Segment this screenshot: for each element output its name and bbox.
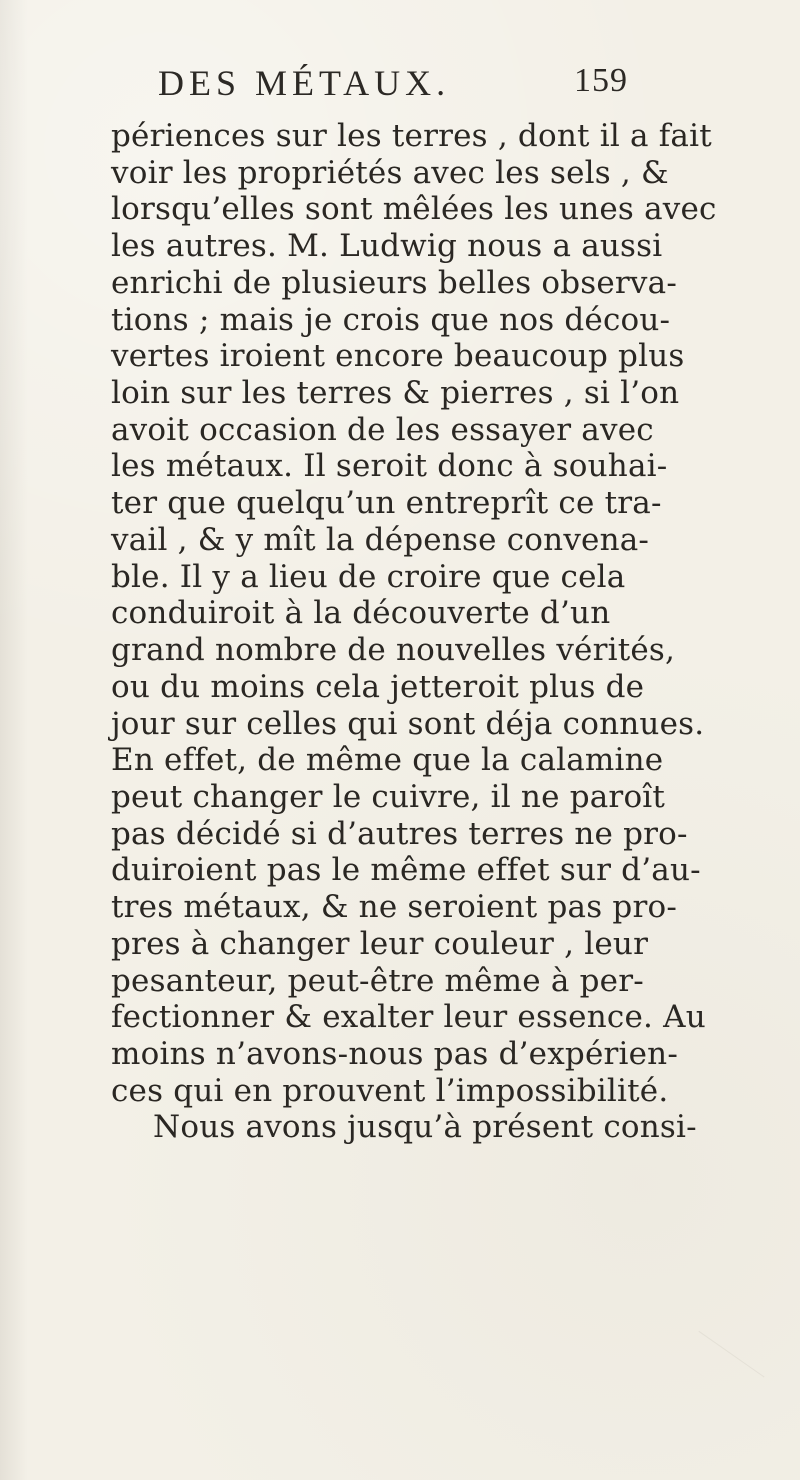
body-text (111, 118, 791, 1146)
text-line: vail , & y mît la dépense convena- (111, 521, 650, 558)
text-line: jour sur celles qui sont déja connues. (111, 705, 705, 742)
text-line: pres à changer leur couleur , leur (111, 925, 649, 962)
text-line: ou du moins cela jetteroit plus de (111, 668, 645, 705)
text-line: les métaux. Il seroit donc à souhai- (111, 448, 668, 485)
text-line: loin sur les terres & pierres , si l’on (111, 375, 680, 412)
text-line: tres métaux, & ne seroient pas pro- (111, 889, 677, 926)
running-header (158, 62, 628, 103)
text-line: ces qui en prouvent l’impossibilité. (111, 1072, 669, 1109)
text-line: les autres. M. Ludwig nous a aussi (111, 228, 663, 265)
text-line: grand nombre de nouvelles vérités, (111, 632, 676, 669)
text-line: vertes iroient encore beaucoup plus (111, 338, 685, 375)
text-line: conduiroit à la découverte d’un (111, 595, 611, 632)
paper-mark (675, 1331, 764, 1410)
text-line: voir les propriétés avec les sels , & (111, 154, 669, 191)
text-line: ble. Il y a lieu de croire que cela (111, 558, 626, 595)
text-line: peut changer le cuivre, il ne paroît (111, 778, 666, 815)
text-line: moins n’avons-nous pas d’expérien- (111, 1035, 679, 1072)
page-number: 159 (574, 62, 628, 99)
text-line: pesanteur, peut-être même à per- (111, 962, 644, 999)
text-line: enrichi de plusieurs belles observa- (111, 264, 678, 301)
text-line: fectionner & exalter leur essence. Au (111, 999, 706, 1036)
text-line: lorsqu’elles sont mêlées les unes avec (111, 191, 717, 228)
text-line: duiroient pas le même effet sur d’au- (111, 852, 701, 889)
text-line: tions ; mais je crois que nos décou- (111, 301, 671, 338)
text-line: avoit occasion de les essayer avec (111, 411, 654, 448)
text-line: périences sur les terres , dont il a fait (111, 118, 712, 154)
page-title: DES MÉTAUX. (158, 63, 451, 103)
text-line: pas décidé si d’autres terres ne pro- (111, 815, 688, 852)
text-line: ter que quelqu’un entreprît ce tra- (111, 485, 662, 522)
text-line: En effet, de même que la calamine (111, 742, 664, 779)
text-line: Nous avons jusqu’à présent consi- (153, 1109, 697, 1146)
